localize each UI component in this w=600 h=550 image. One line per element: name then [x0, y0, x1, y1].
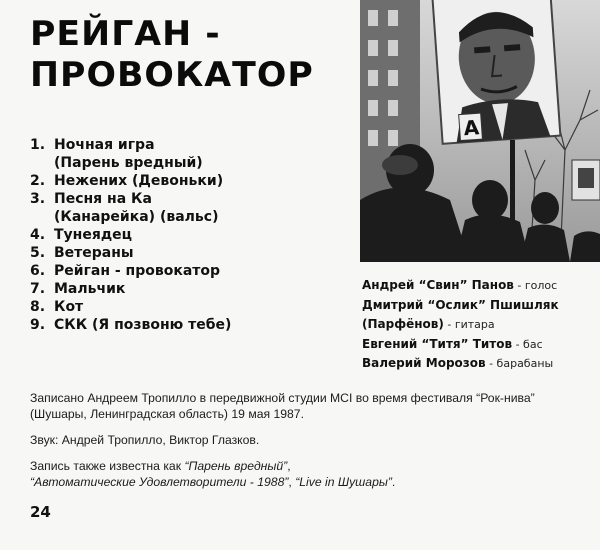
- page-number: 24: [30, 503, 51, 521]
- credit-role: - барабаны: [485, 357, 554, 370]
- credit-line: [362, 296, 559, 316]
- credit-name: Евгений “Титя” Титов: [362, 336, 513, 351]
- credit-line: [362, 335, 559, 355]
- recording-notes: [30, 390, 570, 500]
- credit-line: [362, 354, 559, 374]
- aka-title-2: “Автоматические Удовлетворители - 1988”: [30, 475, 289, 489]
- aka-comma: ,: [287, 459, 291, 473]
- credit-role: - гитара: [443, 318, 495, 331]
- aka-period: .: [391, 475, 396, 489]
- aka-prefix: Запись также известна как: [30, 459, 185, 473]
- track-title: Кот: [54, 299, 84, 315]
- list-item: [30, 136, 231, 172]
- recorded-note: Записано Андреем Тропилло в передвижной студии МСІ во время фестиваля “Рок-нива” (Шушары, Ленинградская область) 19 мая 1987.: [30, 391, 535, 421]
- track-title: Ветераны: [54, 245, 134, 261]
- protest-photo: [360, 0, 600, 262]
- track-title: Рейган - провокатор: [54, 263, 221, 279]
- aka-note: [30, 458, 570, 490]
- track-number: 4.: [30, 227, 46, 243]
- page-title: [30, 14, 314, 96]
- track-number: 1.: [30, 137, 46, 153]
- track-title: Ночная игра (Парень вредный): [54, 137, 203, 171]
- list-item: [30, 316, 231, 334]
- track-number: 2.: [30, 173, 46, 189]
- list-item: [30, 172, 231, 190]
- list-item: [30, 244, 231, 262]
- track-title: СКК (Я позвоню тебе): [54, 317, 232, 333]
- credit-name: Андрей “Свин” Панов: [362, 278, 514, 292]
- title-line-1: РЕЙГАН -: [30, 14, 221, 54]
- track-number: 7.: [30, 281, 46, 297]
- sound-note: Звук: Андрей Тропилло, Виктор Глазков.: [30, 433, 260, 447]
- track-title: Мальчик: [54, 281, 126, 297]
- credit-role: - голос: [513, 279, 558, 292]
- list-item: [30, 280, 231, 298]
- list-item: [30, 262, 231, 280]
- credit-name: Валерий Морозов: [362, 356, 486, 370]
- list-item: [30, 190, 231, 226]
- track-list: [30, 136, 231, 334]
- credit-role: - бас: [512, 337, 543, 351]
- credit-name: Дмитрий “Ослик” Пшишляк: [362, 297, 559, 312]
- credit-name: (Парфёнов): [362, 317, 444, 331]
- track-number: 6.: [30, 263, 46, 279]
- band-credits: [362, 276, 559, 374]
- track-number: 5.: [30, 245, 46, 261]
- track-number: 3.: [30, 191, 46, 207]
- title-line-2: ПРОВОКАТОР: [30, 55, 314, 95]
- svg-text:A: A: [462, 115, 480, 141]
- aka-title-3: “Live in Шушары”: [295, 475, 392, 489]
- list-item: [30, 226, 231, 244]
- track-title: Нежених (Девоньки): [54, 173, 224, 189]
- aka-comma: ,: [288, 475, 296, 489]
- track-number: 8.: [30, 299, 46, 315]
- track-title: Тунеядец: [54, 227, 133, 243]
- track-title: Песня на Ка (Канарейка) (вальс): [54, 191, 219, 225]
- aka-title-1: “Парень вредный”: [184, 459, 288, 473]
- credit-line: [362, 315, 559, 335]
- list-item: [30, 298, 231, 316]
- track-number: 9.: [30, 317, 46, 333]
- credit-line: [362, 276, 559, 296]
